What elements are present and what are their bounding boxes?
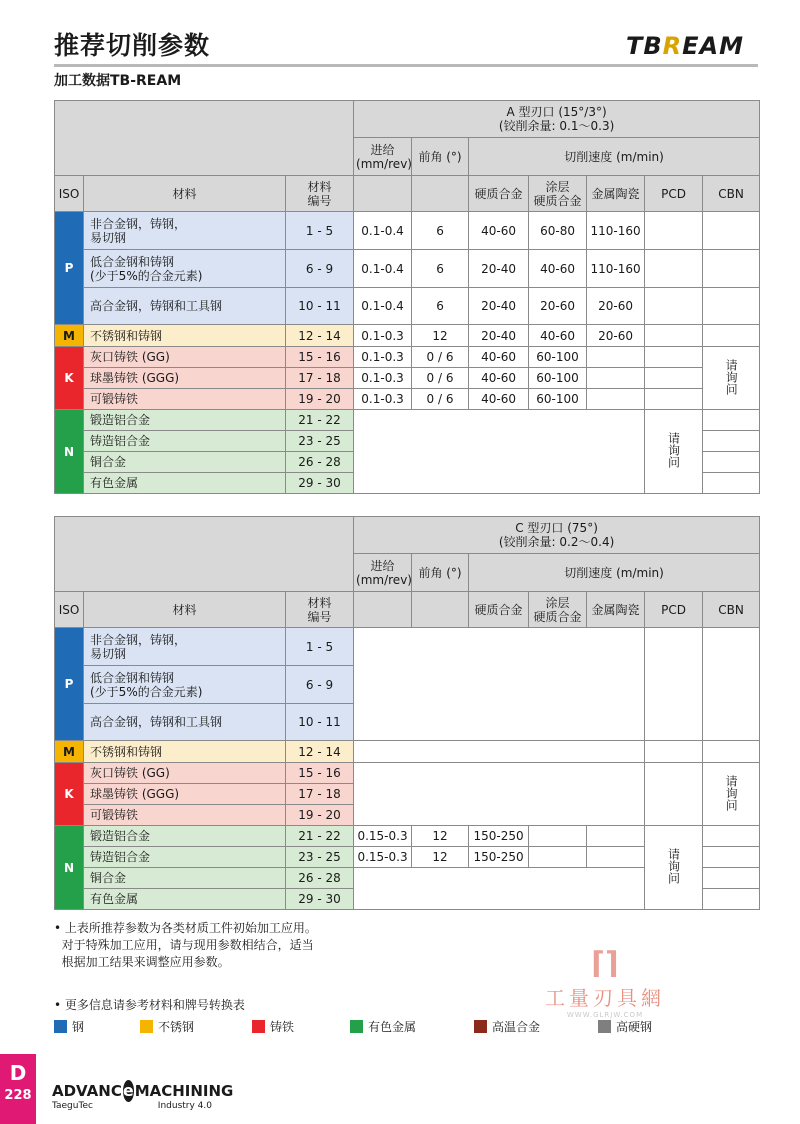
- feed-cell: 0.1-0.3: [354, 325, 412, 347]
- cbn-cell: [703, 410, 760, 431]
- tbream-logo: TBREAM: [626, 32, 745, 60]
- material-cell: 不锈钢和铸钢: [84, 741, 286, 763]
- rake-header: 前角 (°): [412, 554, 469, 592]
- material-cell: 灰口铸铁 (GG): [84, 763, 286, 784]
- carbide-cell: 20-40: [469, 325, 529, 347]
- rake-cell: 6: [412, 250, 469, 288]
- note-line: • 上表所推荐参数为各类材质工件初始加工应用。: [54, 921, 317, 935]
- coated-cell: 60-100: [529, 347, 587, 368]
- rake-header-blank: [412, 176, 469, 212]
- watermark: [530, 946, 680, 1019]
- coated-cell: 40-60: [529, 250, 587, 288]
- cbn-cell: [703, 212, 760, 250]
- pcd-cell: [645, 741, 703, 763]
- material-cell: 可锻铸铁: [84, 805, 286, 826]
- cermet-cell: [587, 826, 645, 847]
- legend-item: [54, 1018, 84, 1035]
- material-legend: [54, 1018, 674, 1038]
- edge-type-title: C 型刃口 (75°) (铰削余量: 0.2～0.4): [354, 517, 760, 554]
- rake-cell: 12: [412, 826, 469, 847]
- feed-header-blank: [354, 176, 412, 212]
- material-cell: 有色金属: [84, 889, 286, 910]
- cbn-cell: [703, 847, 760, 868]
- coated-header: 涂层 硬质合金: [529, 592, 587, 628]
- cermet-header: 金属陶瓷: [587, 592, 645, 628]
- carbide-header: 硬质合金: [469, 592, 529, 628]
- material-cell: 球墨铸铁 (GGG): [84, 368, 286, 389]
- section-tab: [0, 1054, 36, 1124]
- feed-header: 进给 (mm/rev): [354, 554, 412, 592]
- material-header: 材料: [84, 176, 286, 212]
- rake-cell: 6: [412, 212, 469, 250]
- mat-no-cell: 19 - 20: [286, 805, 354, 826]
- feed-cell: 0.1-0.4: [354, 212, 412, 250]
- more-info-note: • 更多信息请参考材料和牌号转换表: [54, 998, 245, 1012]
- iso-header: ISO: [55, 592, 84, 628]
- rake-cell: 12: [412, 847, 469, 868]
- cermet-cell: [587, 847, 645, 868]
- mat-no-cell: 23 - 25: [286, 431, 354, 452]
- legend-swatch: [140, 1020, 153, 1033]
- legend-label: 有色金属: [368, 1020, 417, 1034]
- mat-no-cell: 21 - 22: [286, 410, 354, 431]
- header-blank: [55, 101, 354, 176]
- mat-no-cell: 26 - 28: [286, 452, 354, 473]
- n-empty-block: [354, 868, 645, 910]
- cbn-inquire-cell: [703, 347, 760, 410]
- section-letter: D: [9, 1061, 27, 1085]
- cbn-cell: [703, 250, 760, 288]
- pcd-cell: [645, 288, 703, 325]
- mat-no-cell: 1 - 5: [286, 212, 354, 250]
- legend-item: [474, 1018, 540, 1035]
- pcd-header: PCD: [645, 592, 703, 628]
- feed-cell: 0.1-0.3: [354, 368, 412, 389]
- iso-n: N: [55, 826, 84, 910]
- mat-no-cell: 6 - 9: [286, 250, 354, 288]
- page-number: 228: [4, 1088, 32, 1103]
- material-header: 材料: [84, 592, 286, 628]
- mat-no-cell: 21 - 22: [286, 826, 354, 847]
- mat-no-cell: 26 - 28: [286, 868, 354, 889]
- feed-cell: 0.1-0.3: [354, 389, 412, 410]
- mat-no-cell: 12 - 14: [286, 741, 354, 763]
- cbn-cell: [703, 473, 760, 494]
- legend-label: 高温合金: [492, 1020, 541, 1034]
- material-cell: 铜合金: [84, 452, 286, 473]
- carbide-header: 硬质合金: [469, 176, 529, 212]
- material-cell: 灰口铸铁 (GG): [84, 347, 286, 368]
- cermet-cell: [587, 389, 645, 410]
- inquire-label: 请询问: [724, 774, 739, 811]
- carbide-cell: 40-60: [469, 347, 529, 368]
- mat-no-cell: 10 - 11: [286, 288, 354, 325]
- watermark-url: WWW.GLRJW.COM: [566, 1011, 644, 1019]
- coated-cell: 40-60: [529, 325, 587, 347]
- inquire-label: 请询问: [724, 358, 739, 395]
- feed-header: 进给 (mm/rev): [354, 138, 412, 176]
- material-cell: 铸造铝合金: [84, 847, 286, 868]
- cbn-cell: [703, 325, 760, 347]
- material-cell: 锻造铝合金: [84, 410, 286, 431]
- material-cell: 低合金钢和铸钢 (少于5%的合金元素): [84, 666, 286, 704]
- m-empty-block: [354, 741, 645, 763]
- coated-header: 涂层 硬质合金: [529, 176, 587, 212]
- iso-header: ISO: [55, 176, 84, 212]
- cutting-params-table-c: [54, 516, 760, 910]
- cermet-cell: 110-160: [587, 250, 645, 288]
- rake-header-blank: [412, 592, 469, 628]
- speed-header: 切削速度 (m/min): [469, 554, 760, 592]
- note-line: 对于特殊加工应用，请与现用参数相结合，适当: [54, 938, 314, 952]
- feed-header-blank: [354, 592, 412, 628]
- material-cell: 非合金钢，铸钢， 易切钢: [84, 212, 286, 250]
- header-rule: [54, 64, 758, 67]
- logo-sub-text: Industry 4.0: [157, 1101, 212, 1111]
- legend-swatch: [598, 1020, 611, 1033]
- k-empty-block: [354, 763, 645, 826]
- feed-cell: 0.15-0.3: [354, 826, 412, 847]
- rake-header: 前角 (°): [412, 138, 469, 176]
- legend-swatch: [350, 1020, 363, 1033]
- rake-cell: 0 / 6: [412, 389, 469, 410]
- cermet-cell: 110-160: [587, 212, 645, 250]
- cbn-inquire-cell: [703, 763, 760, 826]
- feed-cell: 0.15-0.3: [354, 847, 412, 868]
- mat-no-cell: 29 - 30: [286, 889, 354, 910]
- legend-label: 不锈钢: [158, 1020, 195, 1034]
- watermark-text: 工量刃具網: [545, 986, 665, 1010]
- carbide-cell: 40-60: [469, 389, 529, 410]
- feed-cell: 0.1-0.3: [354, 347, 412, 368]
- p-empty-block: [354, 628, 645, 741]
- material-cell: 锻造铝合金: [84, 826, 286, 847]
- pcd-inquire-cell: [645, 826, 703, 910]
- logo-e-icon: e: [122, 1081, 134, 1100]
- feed-cell: 0.1-0.4: [354, 250, 412, 288]
- mat-no-cell: 15 - 16: [286, 347, 354, 368]
- cbn-cell: [703, 628, 760, 741]
- cbn-cell: [703, 741, 760, 763]
- n-empty-block: [354, 410, 645, 494]
- material-cell: 铸造铝合金: [84, 431, 286, 452]
- cbn-cell: [703, 889, 760, 910]
- legend-item: [140, 1018, 194, 1035]
- inquire-label: 请询问: [666, 848, 681, 884]
- mat-no-cell: 23 - 25: [286, 847, 354, 868]
- material-cell: 有色金属: [84, 473, 286, 494]
- carbide-cell: 20-40: [469, 250, 529, 288]
- mat-no-cell: 15 - 16: [286, 763, 354, 784]
- pcd-cell: [645, 368, 703, 389]
- coated-cell: [529, 847, 587, 868]
- rake-cell: 0 / 6: [412, 368, 469, 389]
- rake-cell: 6: [412, 288, 469, 325]
- rake-cell: 12: [412, 325, 469, 347]
- mat-no-cell: 17 - 18: [286, 784, 354, 805]
- pcd-cell: [645, 250, 703, 288]
- cermet-cell: [587, 347, 645, 368]
- legend-label: 钢: [72, 1020, 85, 1034]
- pcd-cell: [645, 763, 703, 826]
- watermark-logo-icon: ⌈⌉: [591, 946, 619, 981]
- material-cell: 非合金钢，铸钢， 易切钢: [84, 628, 286, 666]
- note-line: 根据加工结果来调整应用参数。: [54, 955, 230, 969]
- inquire-label: 请询问: [666, 432, 681, 468]
- material-cell: 高合金钢，铸钢和工具钢: [84, 704, 286, 741]
- speed-header: 切削速度 (m/min): [469, 138, 760, 176]
- rake-cell: 0 / 6: [412, 347, 469, 368]
- mat-no-cell: 17 - 18: [286, 368, 354, 389]
- mat-no-header: 材料 编号: [286, 176, 354, 212]
- cbn-cell: [703, 826, 760, 847]
- mat-no-cell: 19 - 20: [286, 389, 354, 410]
- iso-m: M: [55, 741, 84, 763]
- cbn-cell: [703, 288, 760, 325]
- coated-cell: 60-80: [529, 212, 587, 250]
- legend-label: 高硬钢: [616, 1020, 653, 1034]
- material-cell: 可锻铸铁: [84, 389, 286, 410]
- mat-no-cell: 6 - 9: [286, 666, 354, 704]
- mat-no-cell: 1 - 5: [286, 628, 354, 666]
- pcd-inquire-cell: [645, 410, 703, 494]
- footnotes: [54, 920, 317, 971]
- material-cell: 低合金钢和铸钢 (少于5%的合金元素): [84, 250, 286, 288]
- coated-cell: 60-100: [529, 389, 587, 410]
- coated-cell: 20-60: [529, 288, 587, 325]
- logo-sub-text: TaeguTec: [52, 1101, 93, 1111]
- pcd-cell: [645, 389, 703, 410]
- carbide-cell: 40-60: [469, 368, 529, 389]
- pcd-cell: [645, 325, 703, 347]
- iso-k: K: [55, 763, 84, 826]
- logo-text: MACHINING: [134, 1082, 234, 1100]
- pcd-cell: [645, 347, 703, 368]
- legend-swatch: [252, 1020, 265, 1033]
- legend-item: [252, 1018, 294, 1035]
- mat-no-cell: 10 - 11: [286, 704, 354, 741]
- advanced-machining-logo: [52, 1080, 234, 1111]
- cbn-header: CBN: [703, 592, 760, 628]
- iso-p: P: [55, 212, 84, 325]
- iso-n: N: [55, 410, 84, 494]
- cbn-cell: [703, 431, 760, 452]
- legend-item: [598, 1018, 652, 1035]
- feed-cell: 0.1-0.4: [354, 288, 412, 325]
- coated-cell: [529, 826, 587, 847]
- iso-m: M: [55, 325, 84, 347]
- cermet-cell: [587, 368, 645, 389]
- cbn-cell: [703, 868, 760, 889]
- legend-label: 铸铁: [270, 1020, 295, 1034]
- carbide-cell: 20-40: [469, 288, 529, 325]
- page-subtitle: 加工数据TB-REAM: [54, 73, 182, 89]
- legend-swatch: [54, 1020, 67, 1033]
- iso-p: P: [55, 628, 84, 741]
- iso-k: K: [55, 347, 84, 410]
- cbn-cell: [703, 452, 760, 473]
- mat-no-cell: 12 - 14: [286, 325, 354, 347]
- edge-type-title: A 型刃口 (15°/3°) (铰削余量: 0.1～0.3): [354, 101, 760, 138]
- mat-no-cell: 29 - 30: [286, 473, 354, 494]
- carbide-cell: 40-60: [469, 212, 529, 250]
- material-cell: 铜合金: [84, 868, 286, 889]
- pcd-cell: [645, 628, 703, 741]
- material-cell: 不锈钢和铸钢: [84, 325, 286, 347]
- logo-text: ADVANC: [52, 1082, 122, 1100]
- cermet-header: 金属陶瓷: [587, 176, 645, 212]
- cbn-header: CBN: [703, 176, 760, 212]
- carbide-cell: 150-250: [469, 826, 529, 847]
- pcd-cell: [645, 212, 703, 250]
- pcd-header: PCD: [645, 176, 703, 212]
- legend-item: [350, 1018, 416, 1035]
- cutting-params-table-a: [54, 100, 760, 494]
- cermet-cell: 20-60: [587, 325, 645, 347]
- material-cell: 高合金钢，铸钢和工具钢: [84, 288, 286, 325]
- page-title: 推荐切削参数: [54, 31, 211, 60]
- legend-swatch: [474, 1020, 487, 1033]
- carbide-cell: 150-250: [469, 847, 529, 868]
- material-cell: 球墨铸铁 (GGG): [84, 784, 286, 805]
- coated-cell: 60-100: [529, 368, 587, 389]
- mat-no-header: 材料 编号: [286, 592, 354, 628]
- header-blank: [55, 517, 354, 592]
- cermet-cell: 20-60: [587, 288, 645, 325]
